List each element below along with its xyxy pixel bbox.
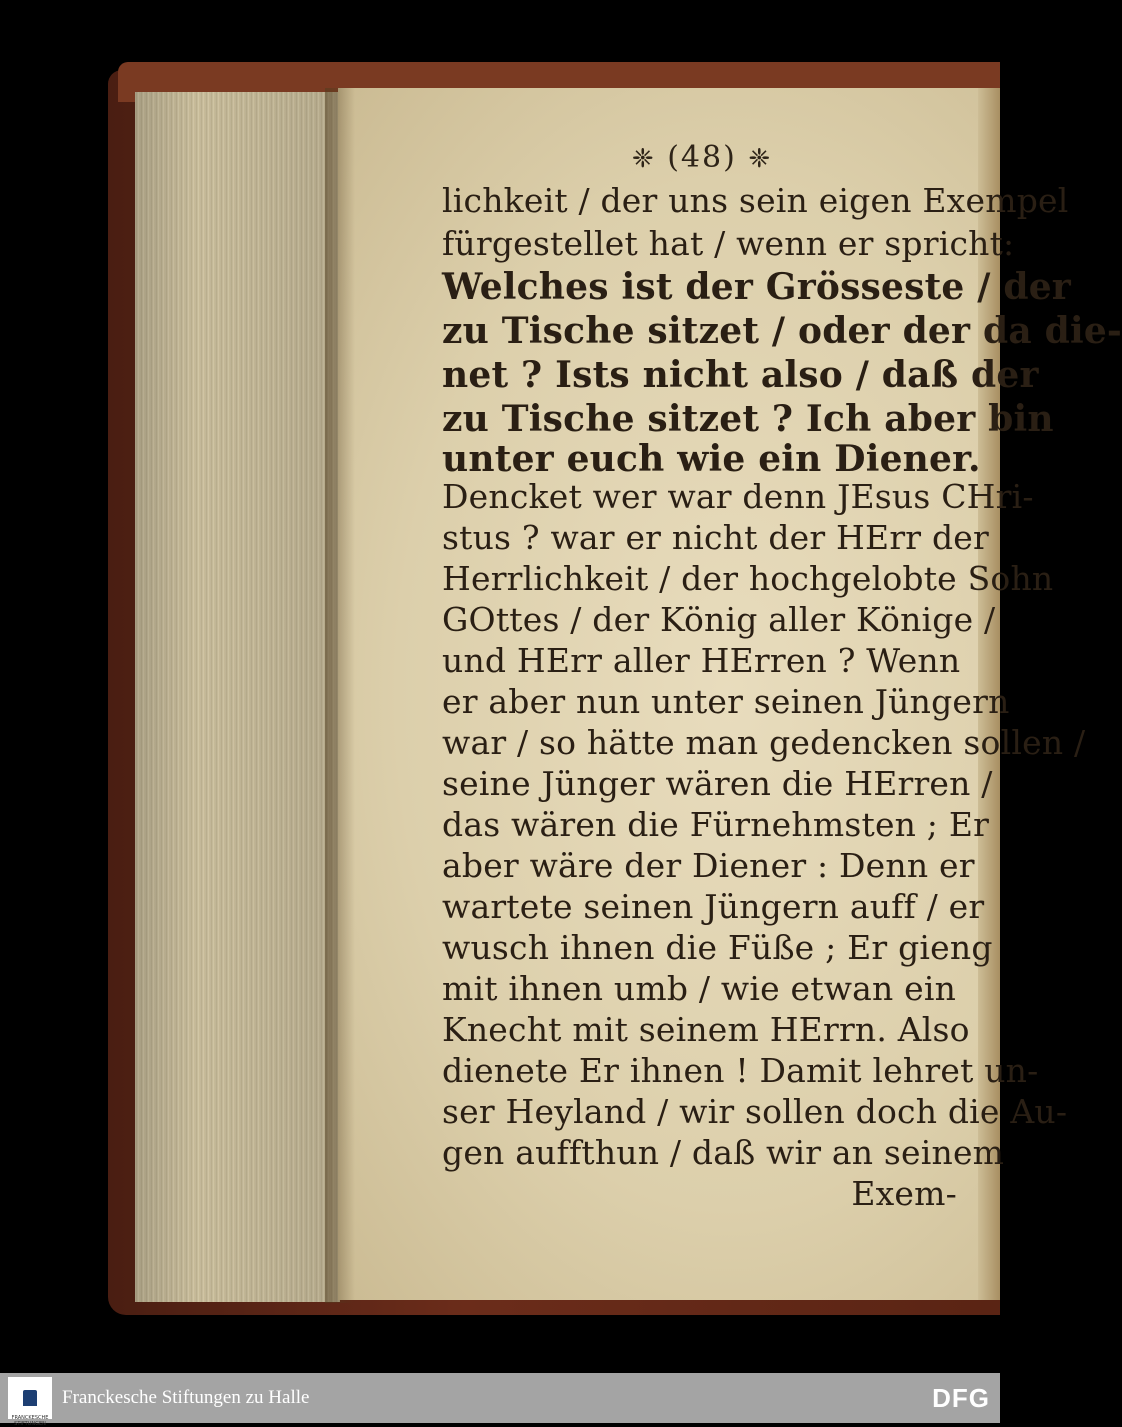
text-line: dienete Er ihnen ! Damit lehret un- xyxy=(442,1051,1039,1090)
text-line: zu Tische sitzet ? Ich aber bin xyxy=(442,398,1054,440)
text-line: das wären die Fürnehmsten ; Er xyxy=(442,805,990,844)
text-line: seine Jünger wären die HErren / xyxy=(442,764,993,803)
ornament-right-icon: ❈ xyxy=(748,144,773,174)
viewer-footer xyxy=(0,1373,1000,1427)
institution-logo-icon[interactable] xyxy=(8,1377,52,1419)
text-line: und HErr aller HErren ? Wenn xyxy=(442,641,961,680)
ornament-left-icon: ❈ xyxy=(631,144,656,174)
text-line: Welches ist der Grösseste / der xyxy=(442,266,1071,308)
logo-building-icon xyxy=(23,1390,37,1406)
text-line: er aber nun unter seinen Jüngern xyxy=(442,682,1010,721)
text-line: stus ? war er nicht der HErr der xyxy=(442,518,989,557)
text-line: Herrlichkeit / der hochgelobte Sohn xyxy=(442,559,1054,598)
text-line: Knecht mit seinem HErrn. Also xyxy=(442,1010,970,1049)
text-line: unter euch wie ein Diener. xyxy=(442,438,981,480)
text-line: mit ihnen umb / wie etwan ein xyxy=(442,969,957,1008)
catchword: Exem- xyxy=(851,1174,957,1213)
page-number xyxy=(442,140,962,175)
dfg-logo[interactable]: DFG xyxy=(932,1383,990,1413)
text-line: wusch ihnen die Füße ; Er gieng xyxy=(442,928,993,967)
page-block-edges xyxy=(135,92,340,1302)
page-number-text: (48) xyxy=(667,140,737,175)
institution-name[interactable]: Franckesche Stiftungen zu Halle xyxy=(62,1387,310,1408)
text-line: lichkeit / der uns sein eigen Exempel xyxy=(442,181,1069,220)
text-line: gen auffthun / daß wir an seinem xyxy=(442,1133,1005,1172)
text-line: war / so hätte man gedencken sollen / xyxy=(442,723,1086,762)
text-line: aber wäre der Diener : Denn er xyxy=(442,846,975,885)
logo-text: FRANCKESCHE STIFTUNGEN xyxy=(11,1415,49,1427)
text-line: GOttes / der König aller Könige / xyxy=(442,600,996,639)
text-line: net ? Ists nicht also / daß der xyxy=(442,354,1039,396)
text-line: fürgestellet hat / wenn er spricht: xyxy=(442,224,1015,263)
text-line: Dencket wer war denn JEsus CHri- xyxy=(442,477,1034,516)
text-line: zu Tische sitzet / oder der da die- xyxy=(442,310,1122,352)
text-line: ser Heyland / wir sollen doch die Au- xyxy=(442,1092,1068,1131)
page-gutter xyxy=(325,88,355,1303)
text-line: wartete seinen Jüngern auff / er xyxy=(442,887,985,926)
